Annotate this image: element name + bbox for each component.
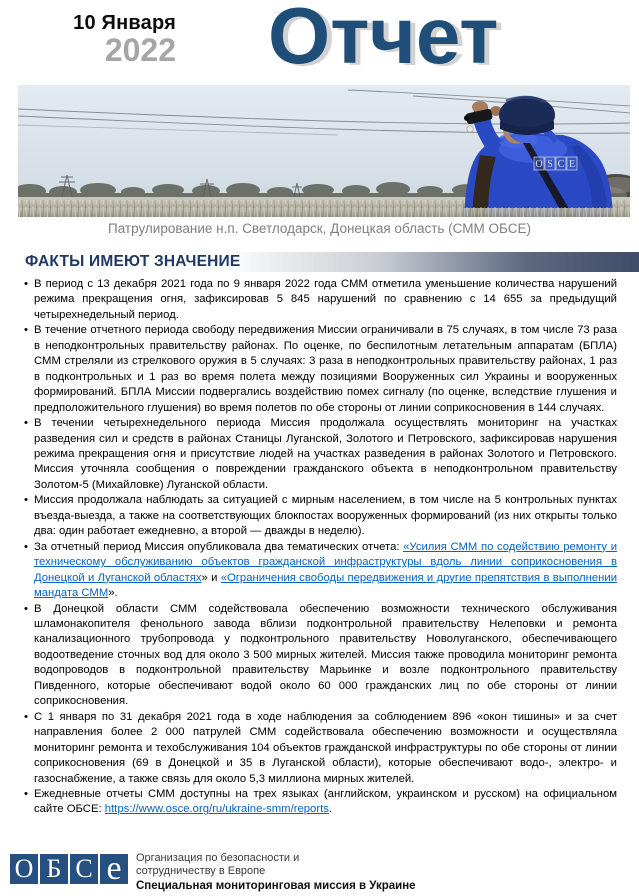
- fact-item: [25, 323, 617, 416]
- photo-caption: Патрулирование н.п. Светлодарск, Донецкая область (СММ ОБСЕ): [108, 221, 531, 236]
- fact-text: » и: [201, 571, 221, 584]
- fact-text: За отчетный период Миссия опубликовала два тематических отчета:: [34, 540, 404, 553]
- fact-item: [25, 710, 617, 787]
- org-name-line2: сотрудничеству в Европе: [136, 865, 266, 877]
- facts-list: [25, 277, 617, 818]
- foreground-grass-texture: [18, 207, 630, 217]
- fact-text: .: [328, 803, 333, 816]
- mission-name: Специальная мониторинговая миссия в Украине: [136, 880, 416, 892]
- patch-letter: C: [557, 159, 565, 170]
- fact-item: [25, 602, 617, 710]
- fact-item: [25, 277, 617, 323]
- fact-text: В течение отчетного периода свободу передвижения Миссии ограничивали в 75 случаях, в том числе 73 раза в неподконтрольных правительству районах. По оценке, по беспилотным летательным аппаратам (БПЛА) СММ стреляли из стрелкового оружия в 5 случаях: 3 раза в неподконтрольных правительству районах, 1 раз в подконтрольных и 1 раз во время полета между позициями Вооруженных сил Украины и вооруженных формирований. БПЛА Миссии подвергались воздействию помех сигналу (по оценке, вследствие глушения и предположительного глушения) во время полетов по обе стороны от линии соприкосновения в 144 случаях.: [34, 324, 617, 414]
- date-day-month: 10 Января: [73, 12, 176, 34]
- patrol-photo-illustration: [18, 85, 630, 217]
- fact-text: ».: [108, 587, 118, 600]
- wrist-watch: [467, 126, 473, 132]
- page-title: Отчет: [268, 0, 499, 80]
- osce-logo-letter: е: [100, 854, 128, 884]
- osce-logo: [10, 850, 128, 887]
- report-date: [60, 13, 176, 66]
- fact-text: В течении четырехнедельного периода Миссия продолжала осуществлять мониторинг на участках разведения сил и средств в районах Станицы Луганской, Золотого и Петровского, зафиксировав нарушения режима прекращения огня и присутствие людей на участках разведения в районах Золотого и Петровского. Миссия уточняла сообщения о повреждении гражданского объекта в неподконтрольном правительству Золотом-5 (Михайловке) Луганской области.: [34, 417, 617, 491]
- fact-text: Миссия продолжала наблюдать за ситуацией с мирным населением, в том числе на 5 контрольных пунктах въезда-выезда, а также на соответствующих блокпостах вооруженных формирований (из них открыты только два: один работает ежедневно, а второй — дважды в неделю).: [34, 494, 617, 538]
- fact-text: Ежедневные отчеты СММ доступны на трех языках (английском, украинском и русском) на официальном сайте ОБСЕ:: [34, 787, 617, 816]
- fact-text: С 1 января по 31 декабря 2021 года в ходе наблюдения за соблюдением 896 «окон тишины» и за счет направления более 2 000 патрулей СММ содействовала обеспечению возможности и осуществляла мониторинг ремонта и техобслуживания 104 объектов гражданской инфраструктуры по обе стороны от линии соприкосновения (69 в Донецкой и 35 в Луганской области), которые обеспечивают водо-, электро- и газоснабжение, а также связь для около 5,3 миллиона мирных жителей.: [34, 710, 617, 785]
- fact-item: [25, 787, 617, 818]
- osce-logo-letter: О: [10, 854, 38, 884]
- osce-logo-letter: Б: [40, 854, 68, 884]
- inline-link[interactable]: «Ограничения свободы передвижения и другие препятствия в выполнении мандата СММ: [34, 571, 617, 600]
- facts-heading-bar: [22, 252, 639, 272]
- masthead: [0, 0, 639, 85]
- inline-link[interactable]: https://www.osce.org/ru/ukraine-smm/reports: [104, 803, 329, 816]
- date-year: 2022: [104, 32, 176, 68]
- patch-letter: S: [547, 159, 553, 170]
- fact-text: В Донецкой области СММ содействовала обеспечению возможности технического обслуживания шламонакопителя фенольного завода вблизи подконтрольной правительству Нелеповки и ремонта канализационного трубопровода у подконтрольного правительству Новолуганского, обеспечивающего водоотведение сточных вод для около 3 500 мирных жителей. Миссия также проводила мониторинг ремонта водопроводов в подконтрольной правительству Марьинке и возле подконтрольного правительству Пивденного, которые обеспечивают водой около 60 000 гражданских лиц по обе стороны от линии соприкосновения.: [34, 602, 617, 708]
- patrol-photo: [18, 85, 630, 217]
- org-block: [136, 850, 416, 893]
- fact-text: В период с 13 декабря 2021 года по 9 января 2022 года СММ отметила уменьшение количества нарушений режима прекращения огня, зафиксировав 5 845 нарушений по сравнению с 14 655 за предыдущий четырехнедельный период.: [34, 278, 617, 321]
- org-name-line1: Организация по безопасности и: [136, 852, 300, 864]
- fact-item: [25, 493, 617, 539]
- footer: [10, 850, 416, 893]
- facts-heading: ФАКТЫ ИМЕЮТ ЗНАЧЕНИЕ: [25, 253, 241, 270]
- patch-letter: E: [568, 159, 576, 170]
- osce-logo-letter: С: [70, 854, 98, 884]
- patch-letter: O: [535, 159, 543, 170]
- fact-item: [25, 540, 617, 602]
- inline-link[interactable]: «Усилия СММ по содействию ремонту и техническому обслуживанию объектов гражданской инфраструктуры вдоль линии соприкосновения в Донецкой и Луганской областях: [34, 540, 618, 584]
- fact-item: [25, 416, 617, 493]
